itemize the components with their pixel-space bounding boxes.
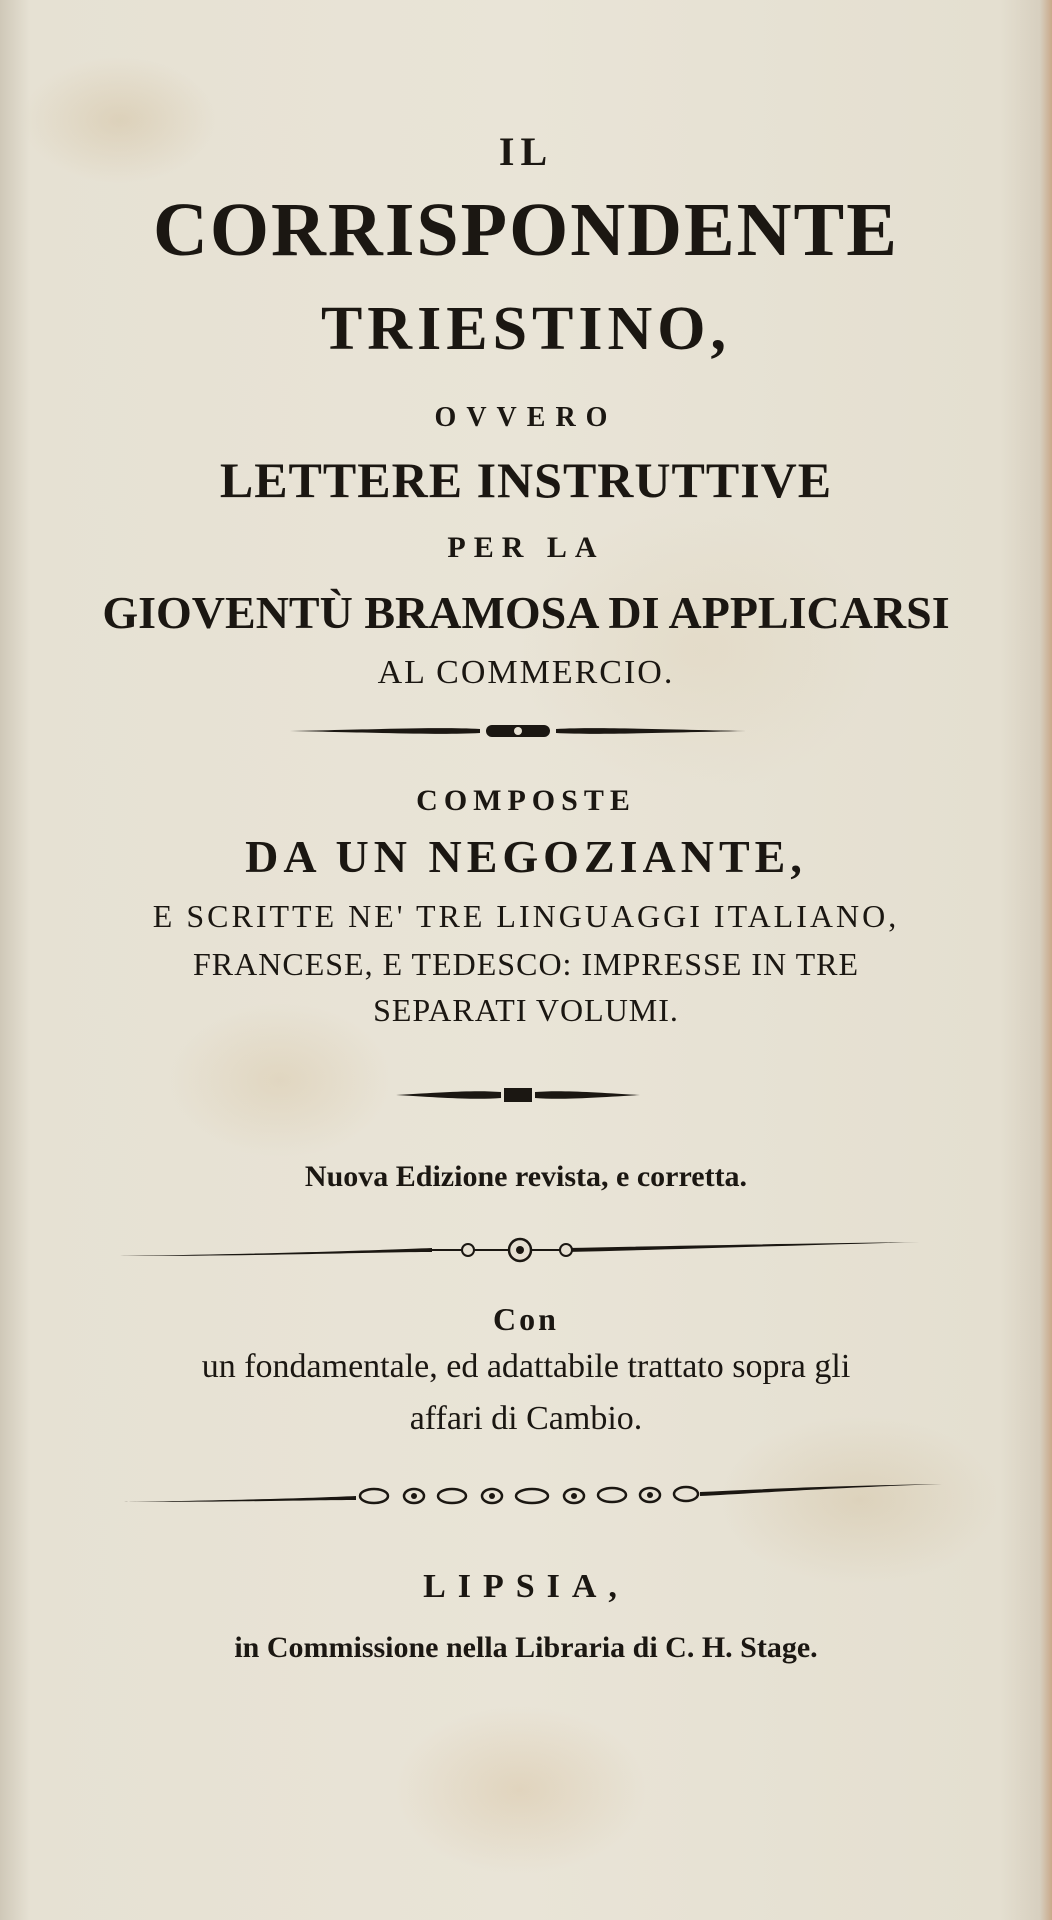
title-second-word: TRIESTINO, (320, 295, 732, 363)
edition-note: Nuova Edizione revista, e corretta. (304, 1160, 748, 1193)
ornament-divider-icon (290, 720, 746, 742)
title-ovvero: OVVERO (434, 402, 618, 433)
addendum-line-2: affari di Cambio. (409, 1400, 643, 1437)
subtitle-gioventu: GIOVENTÙ BRAMOSA DI APPLICARSI (102, 587, 950, 638)
title-article: IL (498, 129, 554, 174)
description-line-1: E SCRITTE NE' TRE LINGUAGGI ITALIANO, (152, 898, 900, 934)
description-line-3: SEPARATI VOLUMI. (373, 992, 679, 1028)
description-line-2: FRANCESE, E TEDESCO: IMPRESSE IN TRE (192, 946, 859, 982)
addendum-line-1: un fondamentale, ed adattabile trattato sopra gli (201, 1348, 851, 1385)
subtitle-per-la: PER LA (447, 531, 605, 564)
title-main-word: CORRISPONDENTE (153, 188, 899, 272)
ornament-small-icon (396, 1084, 640, 1106)
byline-negoziante: DA UN NEGOZIANTE, (245, 831, 807, 882)
imprint-publisher: in Commissione nella Libraria di C. H. Stage. (234, 1631, 818, 1664)
addendum-con: Con (493, 1301, 559, 1337)
ornament-chain-icon (124, 1478, 942, 1508)
ornament-circles-icon (120, 1234, 920, 1264)
subtitle-al-commercio: AL COMMERCIO. (377, 654, 675, 691)
subtitle-lettere: LETTERE INSTRUTTIVE (219, 452, 833, 508)
imprint-city: LIPSIA, (423, 1568, 629, 1605)
byline-composte: COMPOSTE (416, 784, 636, 817)
